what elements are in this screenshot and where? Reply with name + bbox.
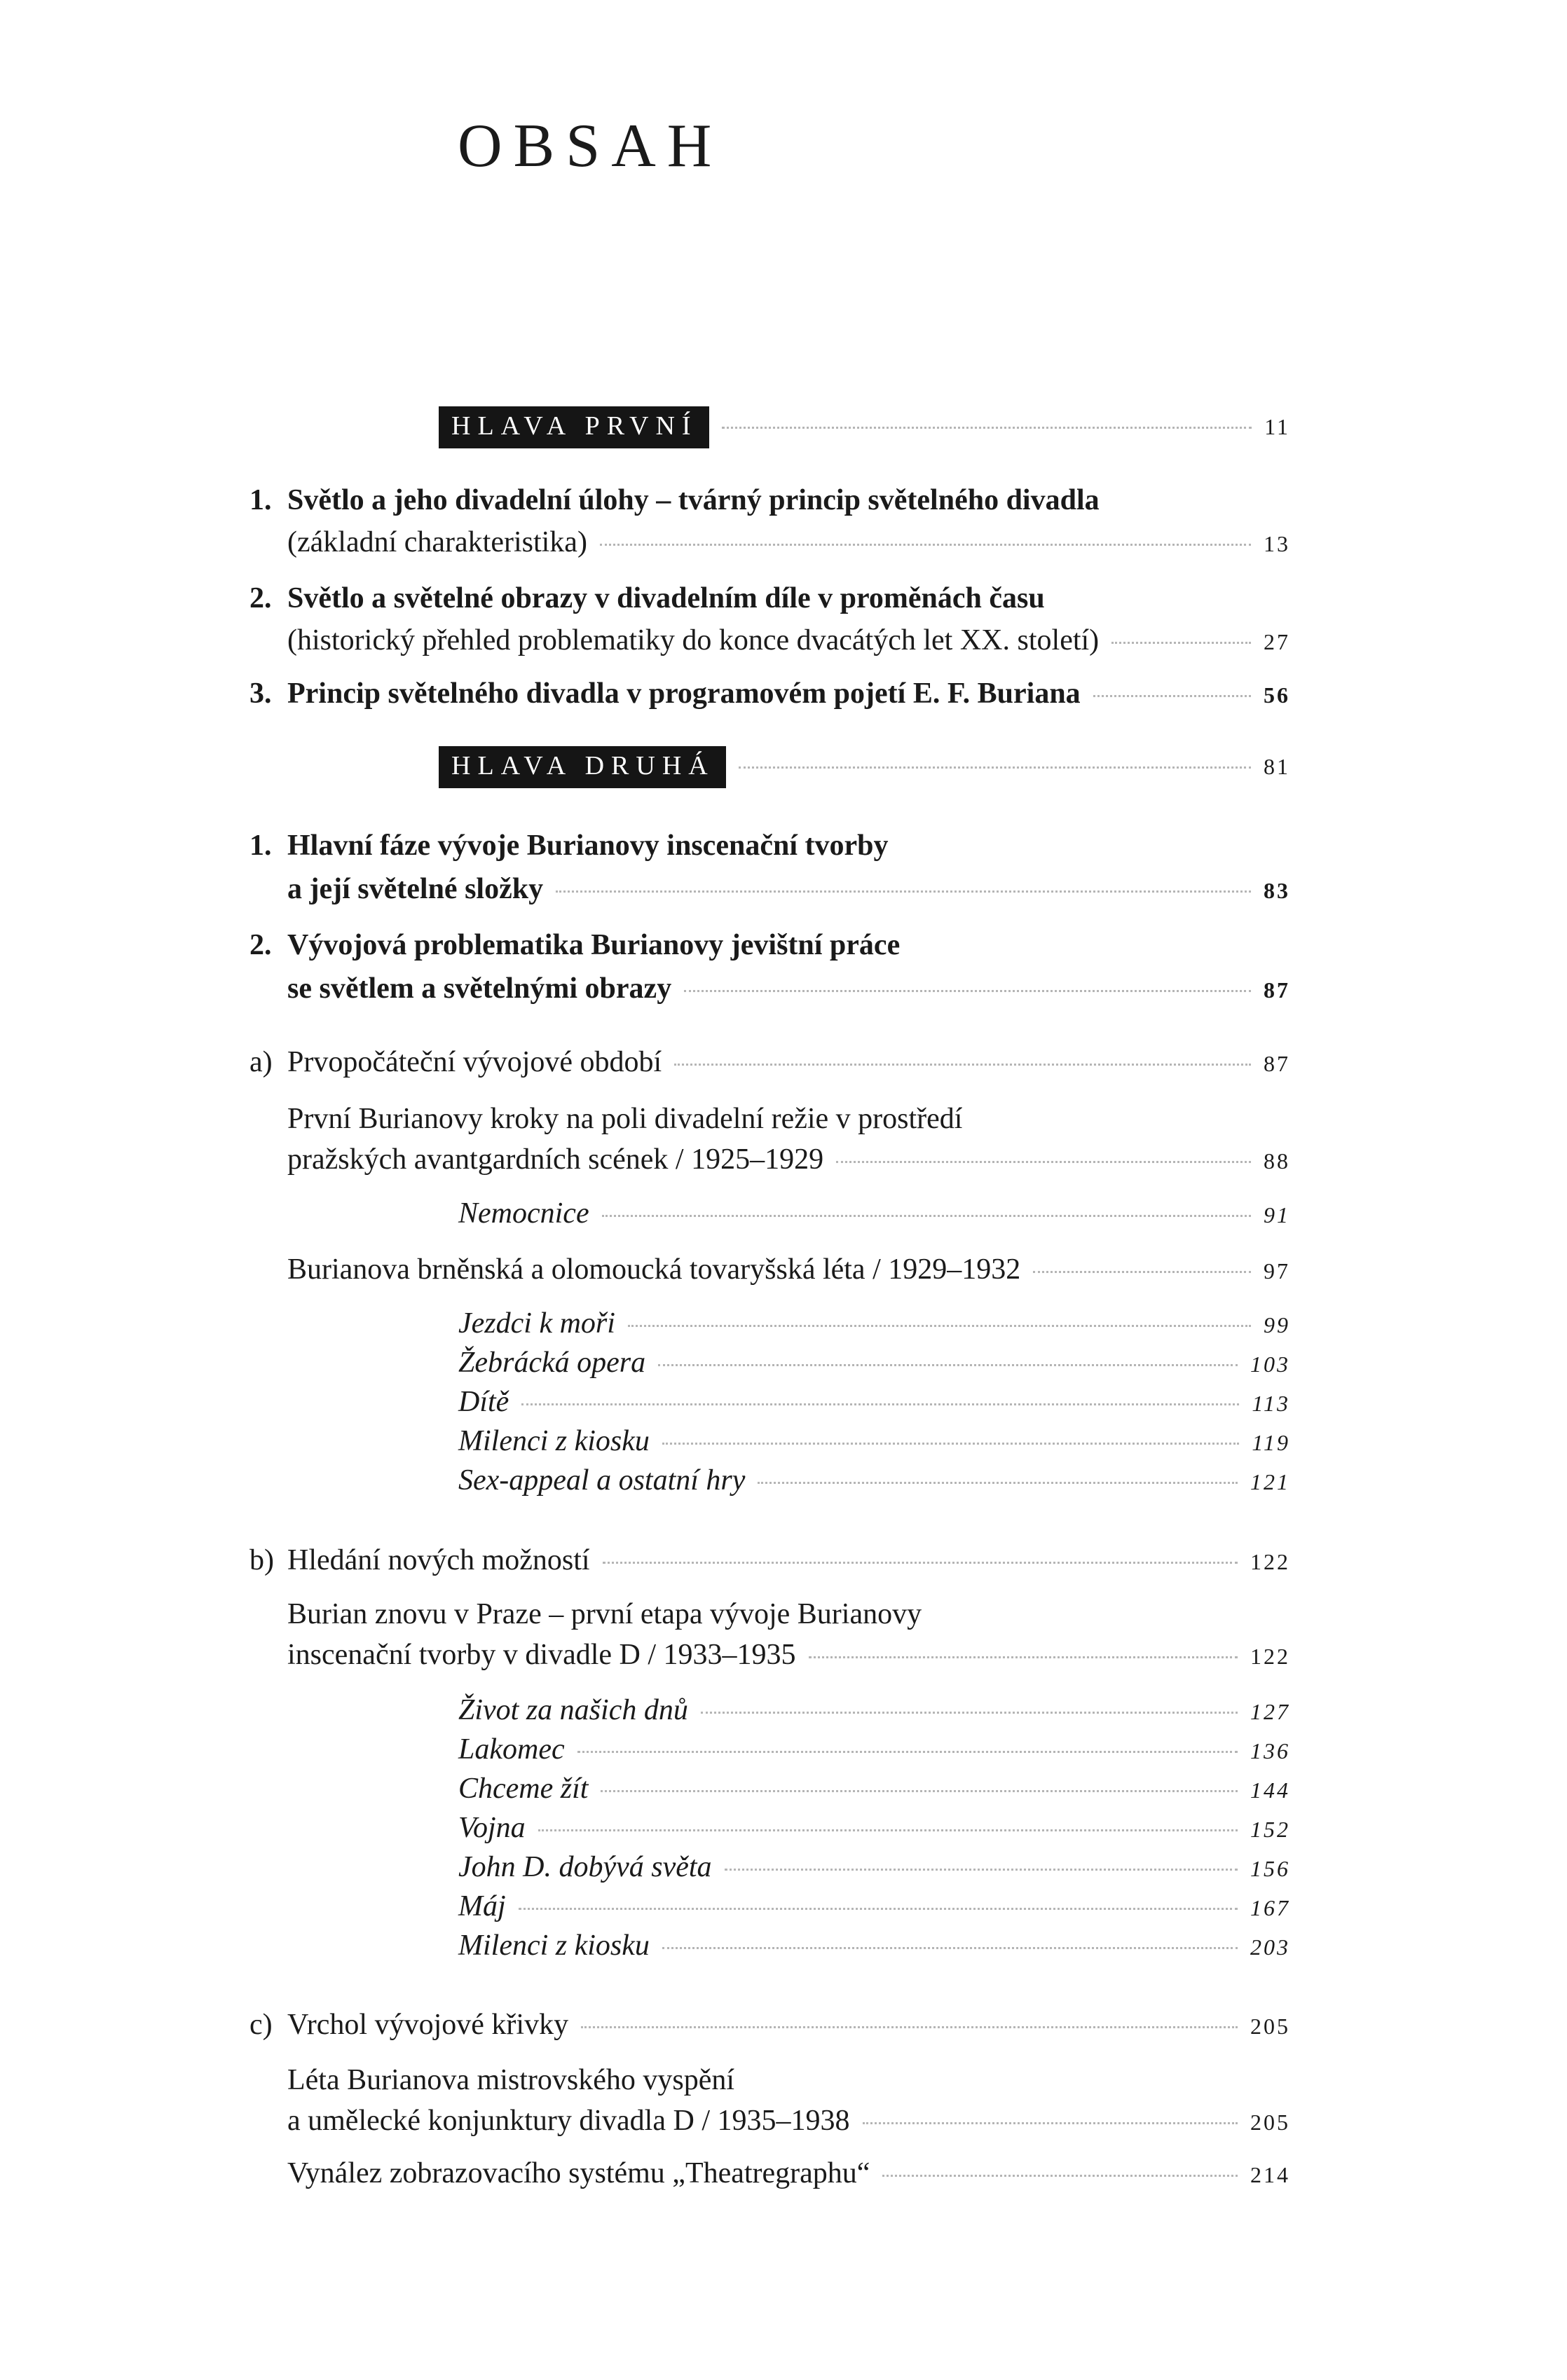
toc-section-a[interactable]	[249, 1045, 1290, 1079]
section-title: Vrchol vývojové křivky	[287, 2009, 569, 2041]
leader-dots	[521, 1403, 1239, 1405]
item-number: 1.	[249, 484, 272, 516]
leader-dots	[1111, 642, 1251, 644]
leader-dots	[628, 1325, 1251, 1327]
page-number: 87	[1264, 977, 1290, 1003]
leader-dots	[662, 1443, 1239, 1445]
page-number: 13	[1264, 531, 1290, 556]
chapter-heading: HLAVA PRVNÍ	[439, 406, 709, 448]
toc-play[interactable]	[458, 1346, 1290, 1380]
toc-sub-c1[interactable]	[287, 2104, 1290, 2138]
page-number: 152	[1250, 1817, 1290, 1842]
item-title: Světlo a světelné obrazy v divadelním díle v proměnách času	[287, 582, 1045, 614]
item-title-cont: a její světelné složky	[287, 873, 544, 905]
toc-sub-a1-line1[interactable]: První Burianovy kroky na poli divadelní režie v prostředí	[287, 1103, 963, 1135]
play-title: Žebrácká opera	[458, 1347, 646, 1379]
play-title: Vojna	[458, 1812, 526, 1844]
toc-play[interactable]	[458, 1385, 1290, 1419]
sub-title-cont: a umělecké konjunktury divadla D / 1935–1938	[287, 2105, 850, 2137]
page-number: 167	[1250, 1895, 1290, 1920]
sub-title-cont: inscenační tvorby v divadle D / 1933–1935	[287, 1639, 796, 1671]
page-number: 122	[1250, 1549, 1290, 1574]
page-number: 121	[1250, 1469, 1290, 1494]
leader-dots	[809, 1656, 1238, 1658]
page-number: 88	[1264, 1148, 1290, 1174]
leader-dots	[882, 2175, 1238, 2177]
leader-dots	[739, 766, 1251, 769]
toc-play[interactable]	[458, 1197, 1290, 1230]
page-number: 91	[1264, 1202, 1290, 1227]
leader-dots	[863, 2122, 1238, 2124]
section-marker: a)	[249, 1046, 273, 1078]
toc-item-1-1[interactable]	[287, 525, 1290, 559]
sub-title: Burianova brněnská a olomoucká tovaryšská léta / 1929–1932	[287, 1253, 1021, 1286]
toc-sub-a2[interactable]	[287, 1253, 1290, 1286]
page-number: 103	[1250, 1351, 1290, 1377]
toc-play[interactable]	[458, 1424, 1290, 1458]
page-title: OBSAH	[458, 112, 723, 180]
toc-sub-b1[interactable]	[287, 1638, 1290, 1672]
page-number: 81	[1264, 754, 1290, 779]
leader-dots	[556, 890, 1251, 893]
toc-sub-c1-line1[interactable]: Léta Burianova mistrovského vyspění	[287, 2064, 735, 2096]
toc-sub-c2[interactable]	[287, 2157, 1290, 2190]
item-number: 2.	[249, 582, 272, 614]
page-number: 203	[1250, 1934, 1290, 1960]
page-number: 83	[1264, 878, 1290, 903]
page-number: 205	[1250, 2014, 1290, 2039]
toc-play[interactable]	[458, 1693, 1290, 1727]
page-number: 97	[1264, 1258, 1290, 1284]
toc-sub-a1[interactable]	[287, 1143, 1290, 1176]
section-title: Prvopočáteční vývojové období	[287, 1046, 662, 1078]
leader-dots	[600, 544, 1251, 546]
play-title: John D. dobývá světa	[458, 1851, 712, 1883]
leader-dots	[758, 1482, 1238, 1484]
leader-dots	[601, 1790, 1238, 1792]
play-title: Dítě	[458, 1386, 509, 1418]
page-number: 136	[1250, 1738, 1290, 1763]
page-number: 156	[1250, 1856, 1290, 1881]
item-title: Hlavní fáze vývoje Burianovy inscenační tvorby	[287, 830, 889, 862]
section-marker: c)	[249, 2009, 273, 2041]
page-number: 119	[1252, 1430, 1290, 1455]
item-subtitle: (historický přehled problematiky do konce dvacátých let XX. století)	[287, 624, 1100, 656]
toc-section-b[interactable]	[249, 1543, 1290, 1577]
play-title: Život za našich dnů	[458, 1694, 688, 1726]
leader-dots	[701, 1712, 1238, 1714]
leader-dots	[662, 1947, 1238, 1949]
toc-play[interactable]	[458, 1811, 1290, 1845]
leader-dots	[519, 1908, 1238, 1910]
play-title: Milenci z kiosku	[458, 1930, 650, 1962]
toc-play[interactable]	[458, 1733, 1290, 1766]
page-number: 56	[1264, 682, 1290, 708]
leader-dots	[722, 427, 1252, 429]
leader-dots	[1093, 695, 1251, 697]
leader-dots	[836, 1161, 1251, 1163]
toc-play[interactable]	[458, 1929, 1290, 1962]
play-title: Sex-appeal a ostatní hry	[458, 1464, 746, 1497]
item-subtitle: (základní charakteristika)	[287, 526, 587, 558]
leader-dots	[577, 1751, 1238, 1753]
play-title: Chceme žít	[458, 1773, 589, 1805]
toc-sub-b1-line1[interactable]: Burian znovu v Praze – první etapa vývoje Burianovy	[287, 1598, 922, 1630]
toc-item-2-1-line1[interactable]	[249, 829, 888, 862]
page-number: 113	[1252, 1391, 1290, 1416]
leader-dots	[602, 1215, 1251, 1217]
leader-dots	[603, 1562, 1238, 1564]
play-title: Milenci z kiosku	[458, 1425, 650, 1457]
page-number: 214	[1250, 2162, 1290, 2187]
page-number: 27	[1264, 629, 1290, 654]
toc-play[interactable]	[458, 1772, 1290, 1805]
toc-play[interactable]	[458, 1890, 1290, 1923]
toc-chapter-1[interactable]	[439, 406, 1290, 448]
toc-item-1-1-line1[interactable]	[249, 483, 1100, 517]
leader-dots	[1033, 1271, 1251, 1273]
item-number: 1.	[249, 830, 272, 862]
toc-item-1-2[interactable]	[287, 624, 1290, 657]
leader-dots	[581, 2026, 1238, 2028]
leader-dots	[538, 1829, 1238, 1831]
page-number: 11	[1264, 414, 1290, 439]
toc-chapter-2[interactable]	[439, 746, 1290, 788]
page-number: 122	[1250, 1644, 1290, 1669]
toc-item-1-3[interactable]	[249, 677, 1290, 710]
leader-dots	[658, 1364, 1238, 1366]
chapter-heading: HLAVA DRUHÁ	[439, 746, 726, 788]
item-number: 2.	[249, 929, 272, 961]
toc-play[interactable]	[458, 1307, 1290, 1340]
item-title-cont: se světlem a světelnými obrazy	[287, 972, 672, 1005]
page-number: 205	[1250, 2110, 1290, 2135]
page-number: 144	[1250, 1777, 1290, 1803]
toc-item-2-2-line1[interactable]	[249, 928, 900, 962]
section-marker: b)	[249, 1544, 274, 1576]
item-number: 3.	[249, 677, 272, 710]
item-title: Světlo a jeho divadelní úlohy – tvárný princip světelného divadla	[287, 484, 1100, 516]
item-title: Princip světelného divadla v programovém pojetí E. F. Buriana	[287, 677, 1081, 710]
toc-item-2-1[interactable]	[287, 872, 1290, 906]
item-title: Vývojová problematika Burianovy jevištní práce	[287, 929, 901, 961]
play-title: Jezdci k moři	[458, 1307, 615, 1340]
toc-play[interactable]	[458, 1850, 1290, 1884]
page-number: 127	[1250, 1699, 1290, 1724]
play-title: Máj	[458, 1890, 506, 1922]
sub-title: Vynález zobrazovacího systému „Theatregraphu“	[287, 2157, 870, 2189]
page-number: 87	[1264, 1051, 1290, 1076]
toc-play[interactable]	[458, 1464, 1290, 1497]
leader-dots	[674, 1064, 1251, 1066]
page-number: 99	[1264, 1312, 1290, 1337]
leader-dots	[725, 1869, 1238, 1871]
play-title: Lakomec	[458, 1733, 565, 1766]
leader-dots	[684, 990, 1251, 992]
section-title: Hledání nových možností	[287, 1544, 590, 1576]
toc-item-1-2-line1[interactable]	[249, 582, 1045, 615]
toc-section-c[interactable]	[249, 2008, 1290, 2042]
toc-item-2-2[interactable]	[287, 972, 1290, 1005]
play-title: Nemocnice	[458, 1197, 589, 1230]
sub-title-cont: pražských avantgardních scének / 1925–1929	[287, 1143, 824, 1176]
